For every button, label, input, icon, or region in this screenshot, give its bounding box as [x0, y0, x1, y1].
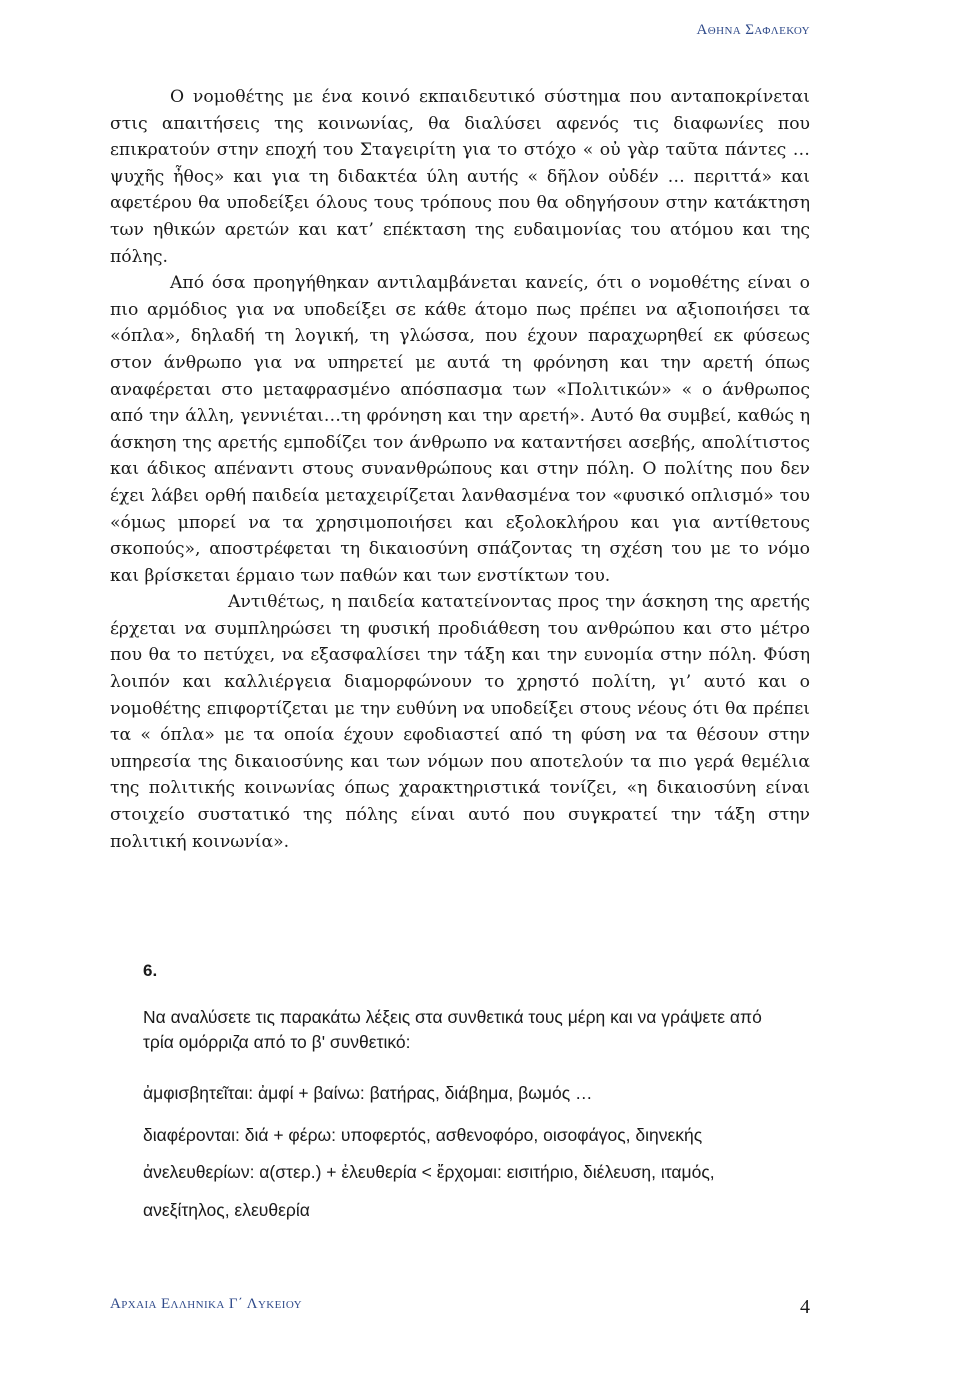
page-number: 4 [800, 1296, 810, 1318]
answer-line-4: ανεξίτηλος, ελευθερία [143, 1200, 310, 1220]
answer-line-1: ἀμφισβητεῖται: ἀμφί + βαίνω: βατήρας, διάβημα, βωμός … [143, 1083, 593, 1103]
running-header-author: Αθηνα Σαφλεκου [696, 22, 810, 38]
paragraph-3: Αντιθέτως, η παιδεία κατατείνοντας προς την άσκηση της αρετής έρχεται να συμπληρώσει τη φυσική προδιάθεση του ανθρώπου και στο μέτρο που θα το πετύχει, να εξασφαλίσει την τάξη και την ευνομία στην πόλη. Φύση λοιπόν και καλλιέργεια διαμορφώνουν το χρηστό πολίτη, γι’ αυτό και ο νομοθέτης επιφορτίζεται με την ευθύνη να υποδείξει στους νέους ότι θα πρέπει τα « όπλα» με τα οποία έχουν εφοδιαστεί από τη φύση να τα θέσουν στην υπηρεσία της δικαιοσύνης και των νόμων που αποτελούν τα πιο γερά θεμέλια της πολιτικής κοινωνίας όπως χαρακτηριστικά τονίζει, «η δικαιοσύνη είναι στοιχείο συστατικό της πόλης είναι αυτό που συγκρατεί την τάξη στην πολιτική κοινωνία». [110, 592, 810, 852]
section-number: 6. [143, 961, 158, 980]
essay-body [110, 84, 810, 855]
exercise-question: Να αναλύσετε τις παρακάτω λέξεις στα συνθετικά τους μέρη και να γράψετε από τρία ομόρριζα από το β' συνθετικό: [143, 1007, 762, 1052]
paragraph-2: Από όσα προηγήθηκαν αντιλαμβάνεται κανείς, ότι ο νομοθέτης είναι ο πιο αρμόδιος για να υποδείξει σε κάθε άτομο πως πρέπει να αξιοποιήσει τα «όπλα», δηλαδή τη λογική, τη γλώσσα, που έχουν παραχωρηθεί εκ φύσεως στον άνθρωπο για να υπηρετεί με αυτά τη φρόνηση και την αρετή όπως αναφέρεται στο μεταφρασμένο απόσπασμα των «Πολιτικών» « ο άνθρωπος από την άλλη, γεννιέται…τη φρόνηση και την αρετή». Αυτό θα συμβεί, καθώς η άσκηση της αρετής εμποδίζει τον άνθρωπο να καταντήσει ασεβής, απολίτιστος και άδικος απέναντι στους συνανθρώπους και στην πόλη. Ο πολίτης που δεν έχει λάβει ορθή παιδεία μεταχειρίζεται λανθασμένα τον «φυσικό οπλισμό» του «όμως μπορεί να τα χρησιμοποιήσει και εξολοκλήρου και για αντίθετους σκοπούς», αποστρέφεται τη δικαιοσύνη σπάζοντας τη σχέση του με το νόμο και βρίσκεται έρμαιο των παθών και των ενστίκτων του. [110, 273, 810, 586]
answer-line-3: ἀνελευθερίων: α(στερ.) + ἐλευθερία < ἔρχομαι: εισιτήριο, διέλευση, ιταμός, [143, 1162, 715, 1182]
answer-line-2: διαφέρονται: διά + φέρω: υποφερτός, ασθενοφόρο, οισοφάγος, διηνεκής [143, 1125, 703, 1145]
footer-course-title: Αρχαια Ελληνικα Γ΄ Λυκειου [110, 1296, 302, 1312]
paragraph-1: Ο νομοθέτης με ένα κοινό εκπαιδευτικό σύστημα που ανταποκρίνεται στις απαιτήσεις της κοινωνίας, θα διαλύσει αφενός τις διαφωνίες που επικρατούν στην εποχή του Σταγειρίτη για το στόχο « οὐ γὰρ ταῦτα πάντες …ψυχῆς ἦθος» και για τη διδακτέα ύλη αυτής « δῆλον οὐδέν … περιττά» και αφετέρου θα υποδείξει όλους τους τρόπους που θα οδηγήσουν στην κατάκτηση των ηθικών αρετών και κατ’ επέκταση της ευδαιμονίας του ατόμου και της πόλης. [110, 87, 810, 267]
